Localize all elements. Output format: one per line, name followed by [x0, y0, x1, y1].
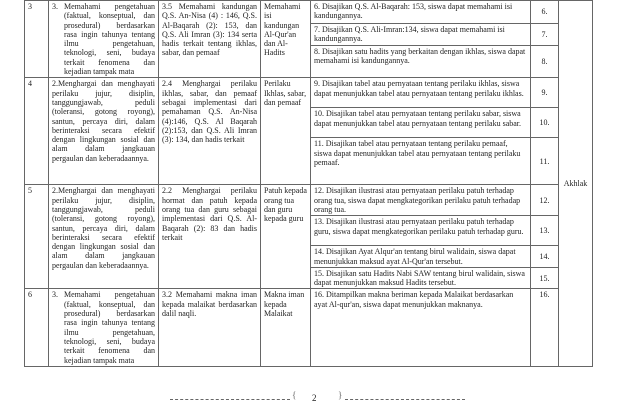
table-row [25, 185, 593, 216]
question-number: 8. [531, 46, 559, 78]
footer-divider-left [170, 399, 290, 400]
footer-bracket-right: } [338, 390, 343, 400]
row-number: 5 [25, 185, 49, 289]
ipk-item: 6. Disajikan Q.S. Al-Baqarah: 153, siswa dapat memahami isi kandungannya. [311, 1, 531, 24]
ipk-item: 7. Disajikan Q.S. Ali-Imran:134, siswa dapat memahami isi kandungannya. [311, 23, 531, 46]
materi: Perilaku Ikhlas, sabar, dan pemaaf [261, 78, 311, 185]
kompetensi-dasar [49, 289, 159, 366]
footer-bracket-left: { [292, 390, 297, 400]
ipk-item: 12. Disajikan ilustrasi atau pernyataan perilaku patuh terhadap orang tua, siswa dapat mengkategorikan perilaku patuh terhadap orang tua. [311, 185, 531, 216]
table-row [25, 289, 593, 366]
question-number: 11. [531, 138, 559, 185]
materi: Memahami isi kandungan Al-Qur'an dan Al-Hadits [261, 1, 311, 78]
ipk-item: 9. Disajikan tabel atau pernyataan tentang perilaku ikhlas, siswa dapat menunjukkan tabel atau pernyataan tentang perilaku ikhlas. [311, 78, 531, 108]
row-number: 6 [25, 289, 49, 366]
ipk-item: 10. Disajikan tabel atau pernyataan tentang perilaku sabar, siswa dapat menunjukkan tabel atau pernyataan tentang perilaku sabar. [311, 108, 531, 138]
question-number: 7. [531, 23, 559, 46]
row-number: 4 [25, 78, 49, 185]
question-number: 14. [531, 246, 559, 268]
kompetensi-dasar: 2.Menghargai dan menghayati perilaku jujur, disiplin, tanggungjawab, peduli (toleransi, gotong royong), santun, percaya diri, dalam berinteraksi secara efektif dengan lingkungan sosial dan alam dalam jangkauan pergaulan dan keberadaannya. [49, 78, 159, 185]
ipk-item: 15. Disajikan satu Hadits Nabi SAW tentang birul walidain, siswa dapat menunjukkan maksud Hadits tersebut. [311, 267, 531, 289]
kd-text: Memahami pengetahuan (faktual, konseptual, dan prosedural) berdasarkan rasa ingin tahunya tentang ilmu pengetahuan, teknologi, seni, budaya terkait fenomena dan kejadian tampak mata [64, 2, 155, 77]
competency-table [24, 0, 593, 367]
materi: Patuh kepada orang tua dan guru kepada guru [261, 185, 311, 289]
indikator: 3.5 Memahami kandungan Q.S. An-Nisa (4) : 146, Q.S. Al-Baqarah (2): 153, dan Q.S. Ali Imran (3): 134 serta hadis terkait tentang ikhlas, sabar, dan pemaaf [159, 1, 261, 78]
materi: Makna iman kepada Malaikat [261, 289, 311, 366]
kompetensi-dasar: 2.Menghargai dan menghayati perilaku jujur, disiplin, tanggungjawab, peduli (toleransi, gotong royong), santun, percaya diri, dalam berinteraksi secara efektif dengan lingkungan sosial dan alam dalam jangkauan pergaulan dan keberadaannya. [49, 185, 159, 289]
table-row [25, 78, 593, 108]
kd-number: 3. [52, 290, 58, 300]
ipk-item: 13. Disajikan ilustrasi atau pernyataan perilaku patuh terhadap guru, siswa dapat mengkategorikan perilaku patuh terhadap guru. [311, 216, 531, 246]
question-number: 9. [531, 78, 559, 108]
footer-divider-right [345, 399, 465, 400]
question-number: 13. [531, 216, 559, 246]
kompetensi-dasar [49, 1, 159, 78]
page-number: 2 [312, 393, 317, 403]
page-footer [0, 392, 638, 408]
question-number: 15. [531, 267, 559, 289]
kd-number: 3. [52, 2, 58, 11]
ipk-item: 16. Ditampilkan makna beriman kepada Malaikat berdasarkan ayat Al-qur'an, siswa dapat menunjukkan maknanya. [311, 289, 531, 366]
row-number: 3 [25, 1, 49, 78]
question-number: 12. [531, 185, 559, 216]
indikator: 2.2 Menghargai perilaku hormat dan patuh kepada orang tua dan guru sebagai implementasi dari Q.S. Al-Baqarah (2): 83 dan hadis terkait [159, 185, 261, 289]
ipk-item: 14. Disajikan Ayat Alqur'an tentang birul walidain, siswa dapat menunjukkan maksud ayat Al-Qur'an tersebut. [311, 246, 531, 268]
question-number: 16. [531, 289, 559, 366]
ipk-item: 8. Disajikan satu hadits yang berkaitan dengan ikhlas, siswa dapat memahami isi kandungannya. [311, 46, 531, 78]
aspect-cell: Akhlak [559, 1, 593, 367]
indikator: 3.2 Memahami makna iman kepada malaikat berdasarkan dalil naqli. [159, 289, 261, 366]
table-row [25, 1, 593, 24]
kd-text: Memahami pengetahuan (faktual, konseptual, dan prosedural) berdasarkan rasa ingin tahunya tentang ilmu pengetahuan, teknologi, seni, budaya terkait fenomena dan kejadian tampak mata [64, 290, 155, 365]
ipk-item: 11. Disajikan tabel atau pernyataan tentang perilaku pemaaf, siswa dapat menunjukkan tabel atau pernyataan tentang perilaku pemaaf. [311, 138, 531, 185]
question-number: 10. [531, 108, 559, 138]
indikator: 2.4 Menghargai perilaku ikhlas, sabar, dan pemaaf sebagai implementasi dari pemahaman Q.S. An-Nisa (4):146, Q.S. Al Baqarah (2):153, dan Q.S. Ali Imran (3): 134, dan hadis terkait [159, 78, 261, 185]
question-number: 6. [531, 1, 559, 24]
